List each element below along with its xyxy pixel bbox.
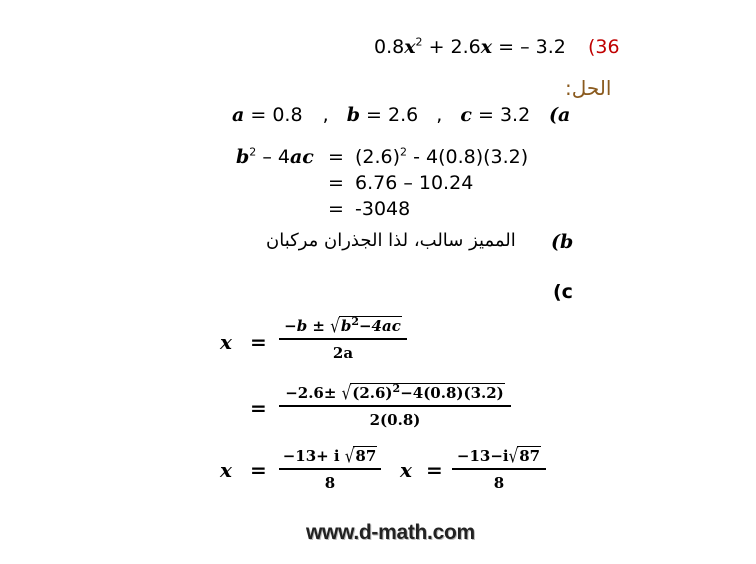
root2-fraction — [452, 446, 546, 492]
fraction-bar — [279, 468, 381, 470]
part-a-values — [232, 104, 530, 126]
var-x: x — [404, 36, 416, 58]
formula-numerator: $-b \pm √b^2-4ac$ — [284, 314, 401, 338]
solution-label: الحل: — [565, 76, 612, 100]
b-var: b — [346, 104, 360, 126]
disc-line-2: 6.76 – 10.24 — [355, 172, 474, 194]
substituted-fraction — [279, 383, 511, 429]
root2-denominator: 8 — [493, 473, 505, 492]
disc-eq-2: = — [328, 172, 344, 194]
fraction-bar — [279, 338, 407, 340]
equation-lhs — [374, 36, 566, 58]
fraction-bar — [279, 405, 511, 407]
substituted-eq: = — [250, 396, 267, 420]
part-c-marker: (c — [553, 281, 573, 303]
disc-minus-4: – 4 — [262, 146, 290, 168]
substituted-numerator: $-2.6\pm √(2.6)^2-4(0.8)(3.2)$ — [285, 381, 504, 405]
quadratic-formula-fraction — [279, 316, 407, 362]
problem-number: (36 — [588, 36, 620, 58]
equation-rhs: = – 3.2 — [498, 36, 566, 58]
disc-eq-1: = — [328, 146, 344, 168]
root1-numerator: −13+ i √87 — [282, 444, 377, 468]
root1-x: x — [220, 458, 232, 482]
b-value: = 2.6 — [366, 104, 419, 126]
root2-numerator: −13−i√87 — [456, 444, 541, 468]
fraction-bar — [452, 468, 546, 470]
root1-fraction — [279, 446, 381, 492]
a-var: a — [232, 104, 245, 126]
formula-denominator: 2a — [332, 343, 354, 362]
disc-eq-3: = — [328, 198, 344, 220]
c-var: c — [460, 104, 472, 126]
formula-x: x — [220, 330, 232, 354]
root1-eq: = — [250, 458, 267, 482]
part-b-marker: (b — [551, 231, 574, 253]
var-x: x — [480, 36, 493, 58]
watermark-url: www.d-math.com — [306, 521, 475, 544]
substituted-denominator: 2(0.8) — [369, 410, 421, 429]
part-b-text: المميز سالب، لذا الجذران مركبان — [266, 230, 516, 251]
disc-b: b — [236, 146, 250, 168]
discriminant-lhs — [236, 146, 314, 168]
disc-b-exponent: 2 — [249, 145, 257, 159]
exponent: 2 — [415, 35, 423, 49]
plus-term: + 2.6 — [428, 36, 481, 58]
a-value: = 0.8 — [250, 104, 303, 126]
root1-denominator: 8 — [324, 473, 336, 492]
root2-x: x — [400, 458, 412, 482]
disc-line-1: $(2.6)^2 - 4(0.8)(3.2)$ — [355, 145, 529, 168]
coef-0-8: 0.8 — [374, 36, 405, 58]
disc-ac: ac — [289, 146, 314, 168]
sep-2: , — [436, 104, 443, 126]
part-a-marker: (a — [549, 104, 571, 126]
c-value: = 3.2 — [477, 104, 531, 126]
root2-eq: = — [426, 458, 443, 482]
formula-eq: = — [250, 330, 267, 354]
sep-1: , — [322, 104, 329, 126]
disc-line-3: -3048 — [355, 198, 411, 220]
